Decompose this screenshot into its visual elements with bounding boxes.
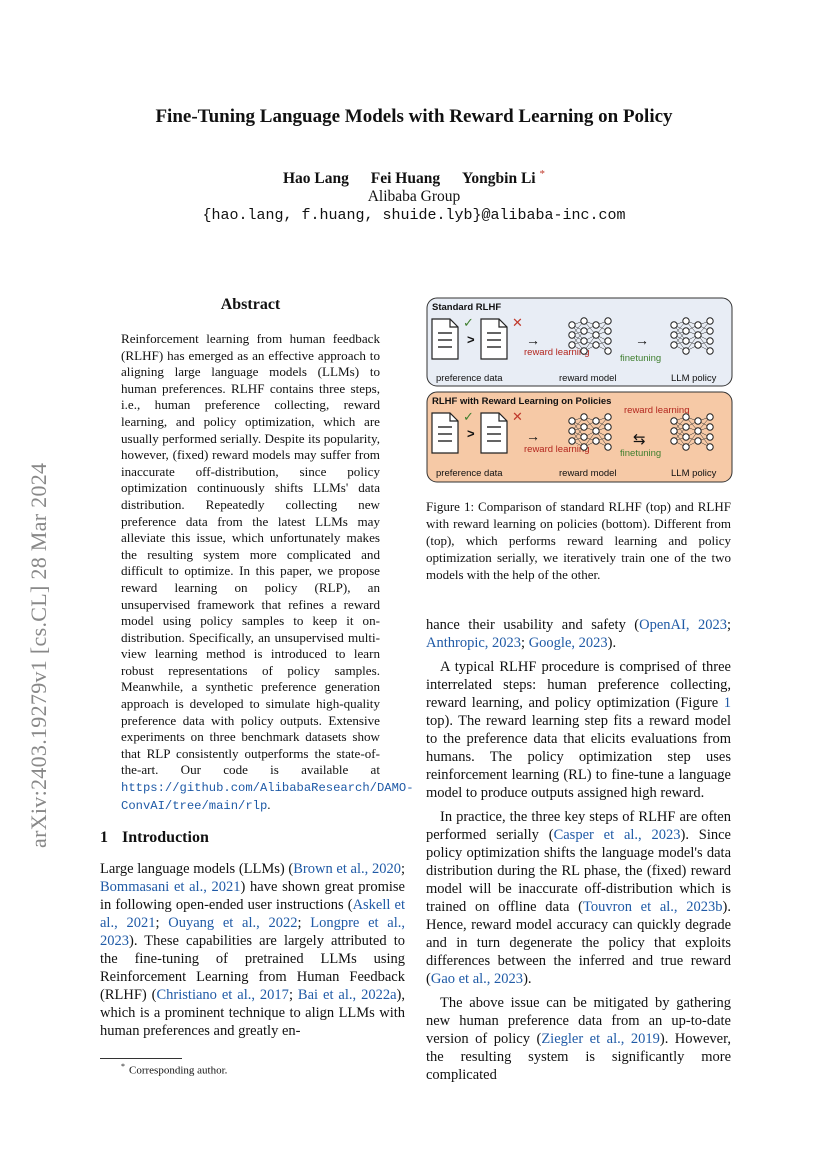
citation-link[interactable]: Askell et al., 2021 [100, 897, 406, 931]
paragraph [426, 994, 731, 1084]
abstract-end: . [267, 796, 271, 812]
reward-learning-label: reward learning [524, 444, 590, 455]
footnote-mark: * [121, 1062, 125, 1071]
footnote-text: Corresponding author. [129, 1064, 228, 1077]
label-llm-policy: LLM policy [671, 468, 717, 479]
text-run: A typical RLHF procedure is comprised of three interrelated steps: human preference collecting, reward learning, and policy optimization (Figure [426, 659, 731, 711]
citation-link[interactable]: Longpre et al., 2023 [100, 915, 406, 949]
author-name: Yongbin Li * [461, 168, 545, 188]
affiliation: Alibaba Group [367, 188, 461, 205]
code-link[interactable]: https://github.com/AlibabaResearch/DAMO-ConvAI/tree/main/rlp [121, 781, 414, 813]
abstract-heading: Abstract [220, 296, 281, 313]
text-run: ; [400, 861, 405, 877]
author-name: Fei Huang [370, 170, 441, 188]
finetuning-label: finetuning [620, 353, 662, 364]
right-column-text [426, 616, 731, 1084]
citation-link[interactable]: Christiano et al., 2017 [156, 987, 289, 1003]
text-run: ). These capabilities are largely attributed to the fine-tuning of pretrained LLMs using Reinforcement Learning from Human Feedback (RLHF) ( [100, 933, 405, 1003]
arxiv-side-label: arXiv:2403.19279v1 [cs.CL] 28 Mar 2024 [26, 462, 51, 848]
paragraph [426, 658, 731, 802]
corresponding-mark: * [539, 168, 545, 180]
label-llm-policy: LLM policy [671, 373, 717, 384]
citation-link[interactable]: Touvron et al., 2023b [583, 899, 723, 915]
reward-learning-label: reward learning [524, 347, 590, 358]
cross-icon: ✕ [512, 409, 523, 424]
text-run: ). However, the resulting system is significantly more complicated [426, 1031, 731, 1083]
citation-link[interactable]: Ouyang et al., 2022 [168, 915, 298, 931]
greater-than-sign: > [467, 332, 475, 347]
text-run: ; [297, 915, 311, 931]
text-run: The above issue can be mitigated by gathering new human preference data from an up-to-date version of policy ( [426, 995, 731, 1047]
figure-ref-link[interactable]: 1 [723, 695, 731, 711]
label-preference-data: preference data [436, 468, 503, 479]
abstract-text [121, 331, 414, 814]
text-run: ). Since policy optimization shifts the language model's data distribution during the RL phase, the (fixed) reward model will be inaccurate off-distribution which is trained on offline data ( [426, 827, 731, 915]
paragraph [426, 616, 731, 652]
author-list [0, 168, 828, 188]
citation-link[interactable]: Bommasani et al., 2021 [100, 879, 241, 895]
paper-title: Fine-Tuning Language Models with Reward Learning on Policy [155, 106, 673, 127]
text-run: ; [155, 915, 169, 931]
panel-title-standard: Standard RLHF [432, 302, 502, 313]
author-name: Hao Lang [282, 170, 349, 188]
text-run: Large language models (LLMs) ( [100, 861, 294, 877]
arrow-icon: → [635, 332, 649, 348]
citation-link[interactable]: Ziegler et al., 2019 [541, 1031, 660, 1047]
label-reward-model: reward model [559, 373, 617, 384]
reward-learning-label: reward learning [624, 405, 690, 416]
arrow-icon: → [526, 428, 540, 444]
citation-link[interactable]: Google, 2023 [528, 635, 608, 651]
label-reward-model: reward model [559, 468, 617, 479]
text-run: hance their usability and safety ( [426, 617, 640, 633]
arrow-icon: → [526, 332, 540, 348]
intro-paragraph [100, 860, 405, 1040]
citation-link[interactable]: Anthropic, 2023 [426, 635, 522, 651]
text-run: ; [521, 635, 529, 651]
author-emails: {hao.lang, f.huang, shuide.lyb}@alibaba-inc.com [202, 207, 626, 224]
cross-icon: ✕ [512, 315, 523, 330]
text-run: ). [607, 635, 617, 651]
figure-1-diagram [426, 297, 733, 489]
finetuning-label: finetuning [620, 448, 662, 459]
check-icon: ✓ [463, 409, 474, 424]
document-icon [481, 413, 507, 453]
citation-link[interactable]: Brown et al., 2020 [293, 861, 401, 877]
text-run: ). Hence, reward model accuracy can quickly degrade and in turn degenerate the policy that exploits differences between the inferred and true reward ( [426, 899, 731, 987]
figure-caption: Figure 1: Comparison of standard RLHF (top) and RLHF with reward learning on policies (bottom). Different from (top), which performs reward learning and policy optimization serially, we iteratively train one of the two models with the help of the other. [426, 499, 731, 582]
paragraph [426, 808, 731, 988]
footnote-rule [100, 1058, 182, 1059]
bidirectional-arrow-icon: ⇆ [633, 431, 646, 448]
section-title: Introduction [122, 829, 209, 846]
citation-link[interactable]: Gao et al., 2023 [430, 971, 524, 987]
text-run: ; [726, 617, 731, 633]
text-run: ), which is a prominent technique to align LLMs with human preferences and greatly en- [100, 987, 405, 1039]
document-icon [481, 319, 507, 359]
section-number: 1 [100, 829, 108, 846]
greater-than-sign: > [467, 426, 475, 441]
check-icon: ✓ [463, 315, 474, 330]
citation-link[interactable]: OpenAI, 2023 [639, 617, 727, 633]
document-icon [432, 413, 458, 453]
footnote [121, 1062, 227, 1077]
panel-title-rlp: RLHF with Reward Learning on Policies [432, 396, 612, 407]
abstract-body: Reinforcement learning from human feedback (RLHF) has emerged as an effective approach to aligning large language models (LLMs) to human preferences. RLHF contains three steps, i.e., human preference collecting, reward learning, and policy optimization, which are usually performed serially. Despite its popularity, however, (fixed) reward models may suffer from inaccurate off-distribution, since policy optimization continuously shifts LLMs' data distribution. Repeatedly collecting new preference data from the latest LLMs may alleviate this issue, which unfortunately makes the resulting system more complicated and difficult to optimize. In this paper, we propose reward learning on policy (RLP), an unsupervised framework that refines a reward model using policy samples to keep it on-distribution. Specifically, an unsupervised multi-view learning method is introduced to learn robust representations of policy samples. Meanwhile, a synthetic preference generation approach is developed to simulate high-quality preference data with policy outputs. Extensive experiments on three benchmark datasets show that RLP consistently outperforms the state-of-the-art. Our code is available at [121, 331, 380, 778]
text-run: ; [288, 987, 298, 1003]
text-run: In practice, the three key steps of RLHF are often performed serially ( [426, 809, 731, 843]
citation-link[interactable]: Bai et al., 2022a [297, 987, 397, 1003]
label-preference-data: preference data [436, 373, 503, 384]
citation-link[interactable]: Casper et al., 2023 [553, 827, 681, 843]
document-icon [432, 319, 458, 359]
text-run: ) have shown great promise in following open-ended user instructions ( [100, 879, 405, 913]
text-run: top). The reward learning step fits a reward model to the preference data that elicits evaluations from humans. The policy optimization step uses reinforcement learning (RL) to fine-tune a language model to produce outputs assigned high reward. [426, 713, 731, 801]
section-heading [100, 829, 209, 847]
text-run: ). [523, 971, 532, 987]
